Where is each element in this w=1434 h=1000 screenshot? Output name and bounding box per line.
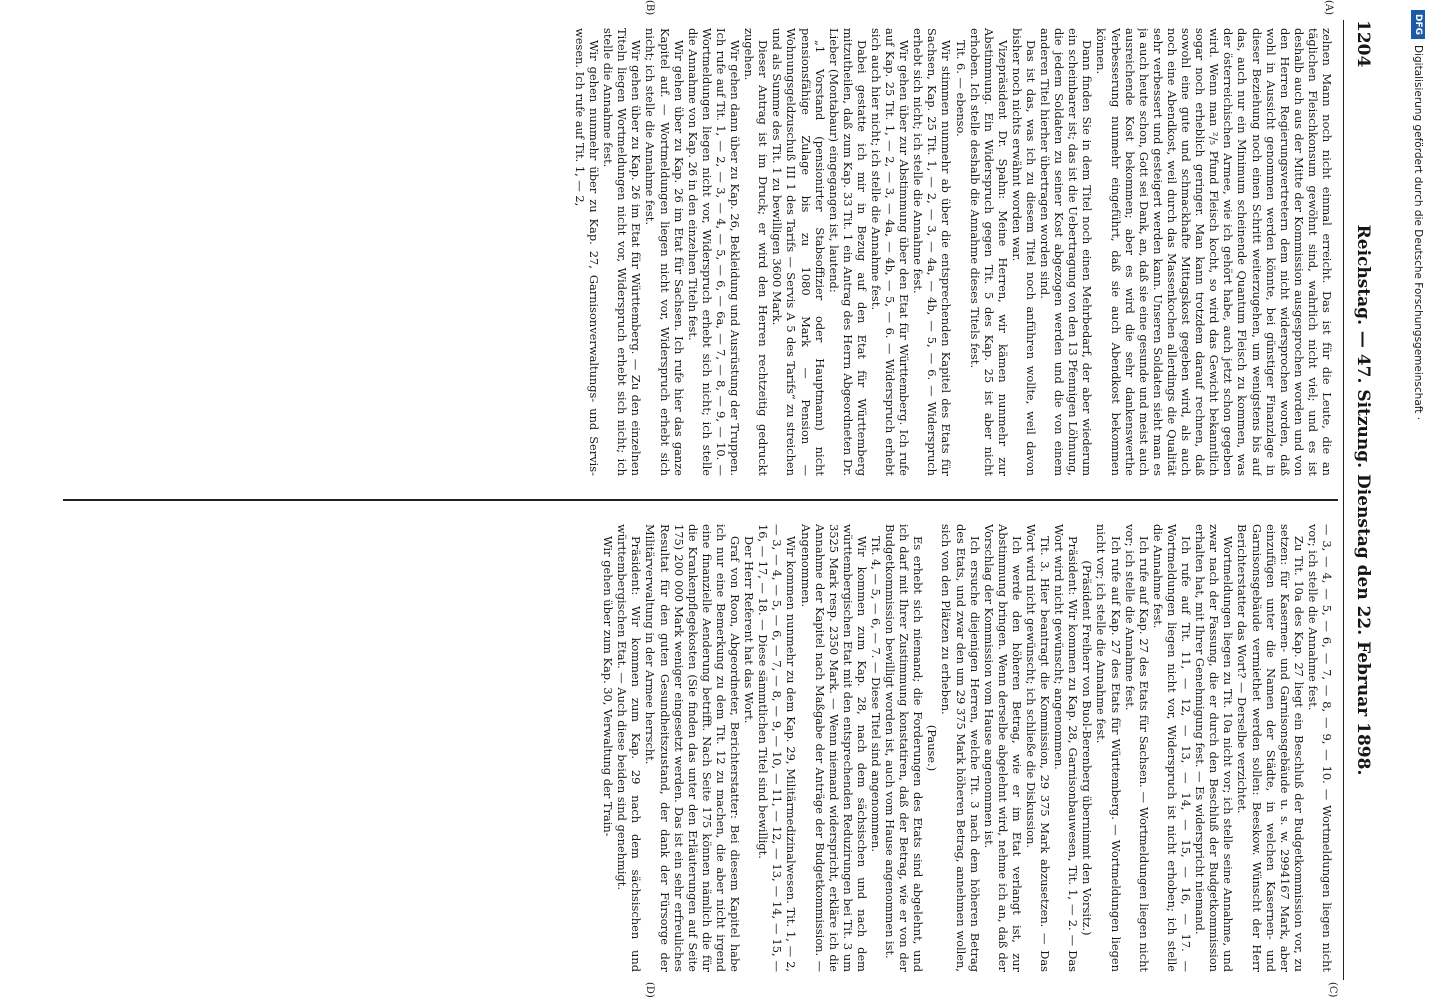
paragraph: Wir gehen über zu Kap. 26 im Etat für Württemberg. — Zu den einzelnen Titeln liegen Wortmeldungen nicht vor, Widerspruch erhebt sich nicht; ich stelle die Annahme fest.: [601, 28, 644, 476]
paragraph: Wir kommen nunmehr zu dem Kap. 29, Militärmedizinalwesen. Tit. 1, — 2, — 3, — 4, — 5, — 6, — 7, — 8, — 9, — 10, — 11, — 12, — 13, — 14, — 15, — 16, — 17, — 18. — Diese sämmtlichen Titel sind bewilligt.: [756, 524, 799, 972]
left-text-column: [69, 28, 1334, 476]
paragraph: Ich werde den höheren Betrag, wie er im Etat verlangt ist, zur Abstimmung bringen. Wenn derselbe abgelehnt wird, nehme ich an, daß der Vorschlag der Kommission vom Hause angenommen ist.: [981, 524, 1024, 972]
margin-marker-b: (B): [644, 0, 655, 16]
paragraph: Der Herr Referent hat das Wort.: [742, 536, 757, 724]
right-text-column: [69, 524, 1334, 972]
paragraph: Wir gehen über zur Abstimmung über den Etat für Württemberg. Ich rufe auf Kap. 25 Tit. 1, — 2, — 3, — 4a, — 4b, — 5, — 6. — Widerspruch erhebt sich auch hier nicht; ich stelle die Annahme fest.: [869, 28, 912, 476]
rotated-page-content: [50, 0, 1380, 998]
paragraph: Dann finden Sie in dem Titel noch einen Mehrbedarf, der aber wiederum ein scheinbarer ist; das ist die Uebertragung von den 13 Pfennigen Löhnung, die jedem Soldaten zu seiner Kost abgezogen werden und die von einem anderen Titel hierher übertragen worden sind.: [1038, 28, 1095, 476]
column-divider: [63, 499, 1338, 501]
paragraph: Präsident: Wir kommen zum Kap. 29 nach dem sächsischen und württembergischen Etat. — Auch diese beiden sind genehmigt.: [615, 524, 644, 972]
paragraph: Vizepräsident Dr. Spahn: Meine Herren, wir kämen nunmehr zur Abstimmung. Ein Widerspruch gegen Tit. 5 des Kap. 25 ist aber nicht erhoben. Ich stelle deshalb die Annahme dieses Titels fest.: [967, 28, 1010, 476]
paragraph: (Präsident Freiherr von Buol-Berenberg übernimmt den Vorsitz.): [1080, 560, 1095, 936]
digitization-credit: [1404, 10, 1432, 990]
margin-marker-c: (C): [1327, 982, 1338, 998]
paragraph: Dieser Antrag ist im Druck; er wird den Herren rechtzeitig gedruckt zugehen.: [742, 28, 771, 476]
paragraph: Tit. 6. — ebenso.: [953, 40, 968, 137]
page-number: 1204: [1353, 20, 1373, 68]
paragraph: Ich ersuche diejenigen Herren, welche Tit. 3 nach dem höheren Betrag des Etats, und zwar den um 29 375 Mark höheren Betrag, annehmen wollen, sich von den Plätzen zu erheben.: [939, 524, 982, 972]
paragraph: Graf von Roon, Abgeordneter, Berichterstatter: Bei diesem Kapitel habe ich nur eine Bemerkung zu dem Tit. 12 zu machen, die aber nicht irgend eine finanzielle Aenderung betrifft. Nach Seite 175 können nämlich die für die Krankenpflegekosten (Sie finden das unter den Erläuterungen auf Seite 175) 200 000 Mark weniger eingesetzt werden. Das ist ein sehr erfreuliches Resultat für den guten Gesundheitszustand, der dank der Fürsorge der Militärverwaltung in der Armee herrscht.: [643, 524, 743, 972]
paragraph: Wir kommen zum Kap. 28, nach dem sächsischen und nach dem württembergischen Etat mit den entsprechenden Reduzirungen bei Tit. 3 um 3525 Mark resp. 2350 Mark. — Wenn niemand widerspricht, erkläre ich die Annahme der Kapitel nach Maßgabe der Anträge der Budgetkommission. — Angenommen.: [798, 524, 869, 972]
paragraph: Wir gehen über zum Kap. 30, Verwaltung der Train-: [601, 536, 616, 837]
paragraph: — 3, — 4, — 5, — 6, — 7, — 8, — 9, — 10. — Wortmeldungen liegen nicht vor; ich stelle die Annahme fest.: [1305, 524, 1334, 972]
credit-text: Digitalisierung gefördert durch die Deutsche Forschungsgemeinschaft ·: [1412, 45, 1424, 421]
dfg-logo-icon: DFG: [1411, 10, 1425, 39]
paragraph: zelnen Mann noch nicht einmal erreicht. Das ist für die Leute, die an täglichen Fleischkonsum gewöhnt sind, wahrlich nicht viel; und es ist deshalb auch aus der Mitte der Kommission ausgesprochen worden und von den Herren Regierungsvertretern dem nicht widersprochen worden, daß wohl in Aussicht genommen werden könnte, bei günstiger Finanzlage in dieser Beziehung noch einen Schritt weiterzugehen, um wenigstens bis auf das, auch nur ein Minimum scheinende Quantum Fleisch zu kommen, was der österreichischen Armee, wie ich gehört habe, auch jetzt schon gegeben wird. Wenn man ²/₅ Pfund Fleisch kocht, so wird das Gewicht bekanntlich sogar noch erheblich geringer. Man kann trotzdem darauf rechnen, daß sowohl eine gute und schmackhafte Mittagskost gegeben wird, als auch noch eine Abendkost, weil durch das Massenkochen allerdings die Qualität sehr verbessert und gesteigert werden kann. Unseren Soldaten sieht man es ja auch heute schon, Gott sei Dank, an, daß sie eine gesunde und meist auch ausreichende Kost bekommen; aber es wird die sehr dankenswerthe Verbesserung nunmehr eingeführt, daß sie auch Abendkost bekommen können.: [1094, 28, 1334, 476]
paragraph: Präsident: Wir kommen zu Kap. 28, Garnisonbauwesen, Tit. 1, — 2. — Das Wort wird nicht gewünscht; angenommen.: [1052, 524, 1081, 972]
paragraph: Zu Tit. 10a des Kap. 27 liegt ein Beschluß der Budgetkommission vor, zu setzen: für Kasernen- und Garnisonsgebäude u. s. w. 2994167 Mark, aber einzufügen unter die Namen der Städte, in welchen Kasernen- und Garnisonsgebäude vermiethet werden sollen: Beeskow. Wünscht der Herr Berichterstatter das Wort? — Derselbe verzichtet.: [1235, 524, 1306, 972]
page-header: [1343, 20, 1380, 980]
paragraph: Tit. 3. Hier beantragt die Kommission, 29 375 Mark abzusetzen. — Das Wort wird nicht gewünscht; ich schließe die Diskussion.: [1024, 524, 1053, 972]
paragraph: Dabei gestatte ich mir in Bezug auf den Etat für Württemberg mitzutheilen, daß zum Kap. 33 Tit. 1 ein Antrag des Herrn Abgeordneten Dr. Lieber (Montabaur) eingegangen ist, lautend:: [826, 28, 869, 476]
paragraph: Ich rufe auf Tit. 11, — 12, — 13, — 14, — 15, — 16, — 17. — Wortmeldungen liegen nicht vor, Widerspruch ist nicht erhoben; ich stelle die Annahme fest.: [1150, 524, 1194, 972]
paragraph: (Pause.): [925, 724, 940, 772]
paragraph: Wir gehen nunmehr über zu Kap. 27, Garnisonverwaltungs- und Serviswesen. Ich rufe auf Tit. 1, — 2,: [573, 28, 602, 476]
paragraph: Wir stimmen nunmehr ab über die entsprechenden Kapitel des Etats für Sachsen, Kap. 25 Tit. 1, — 2, — 3, — 4a, — 4b, — 5, — 6. — Widerspruch erhebt sich nicht; ich stelle die Annahme fest.: [911, 28, 954, 476]
paragraph: Wir gehen über zu Kap. 26 im Etat für Sachsen. Ich rufe hier das ganze Kapitel auf. — Wortmeldungen liegen nicht vor, Widerspruch erhebt sich nicht; ich stelle die Annahme fest.: [643, 28, 686, 476]
scanned-page: [50, 0, 1380, 998]
margin-marker-d: (D): [644, 982, 655, 998]
paragraph: „1 Vorstand (pensionirter Stabsoffizier oder Hauptmann) nicht pensionsfähige Zulage bis zu 1080 Mark — Pension — Wohnungsgeldzuschuß III 1 des Tarifs — Servis A 5 des Tarifs“ zu streichen und als Summe des Tit. 1 zu bewilligen 3600 Mark.: [770, 28, 827, 476]
paragraph: Tit. 4, — 5, — 6, — 7. — Diese Titel sind angenommen.: [869, 536, 883, 852]
paragraph: Ich rufe auf Kap. 27 des Etats für Sachsen. — Wortmeldungen liegen nicht vor; ich stelle die Annahme fest.: [1122, 524, 1151, 972]
running-title: Reichstag. — 47. Sitzung. Dienstag den 22. Februar 1898.: [1353, 224, 1373, 776]
paragraph: Ich rufe auf Kap. 27 des Etats für Württemberg. — Wortmeldungen liegen nicht vor; ich stelle die Annahme fest.: [1094, 524, 1123, 972]
paragraph: Es erhebt sich niemand; die Forderungen des Etats sind abgelehnt, und ich darf mit Ihrer Zustimmung konstatiren, daß der Betrag, wie er von der Budgetkommission bewilligt worden ist, auch vom Hause angenommen ist.: [883, 524, 926, 972]
paragraph: Wir gehen dann über zu Kap. 26, Bekleidung und Ausrüstung der Truppen. Ich rufe auf Tit. 1, — 2, — 3, — 4, — 5, — 6, — 6a, — 7, — 8, — 9, — 10. — Wortmeldungen liegen nicht vor, Widerspruch erhebt sich nicht; ich stelle die Annahme von Kap. 26 in den einzelnen Titeln fest.: [685, 28, 743, 476]
margin-marker-a: (A): [1323, 0, 1334, 16]
paragraph: Wortmeldungen liegen zu Tit. 10a nicht vor; ich stelle seine Annahme, und zwar nach der Fassung, die er durch den Beschluß der Budgetkommission erhalten hat, mit Ihrer Genehmigung fest. — Es widerspricht niemand.: [1193, 524, 1236, 972]
paragraph: Das ist das, was ich zu diesem Titel noch anführen wollte, weil davon bisher noch nichts erwähnt worden war.: [1009, 28, 1039, 476]
